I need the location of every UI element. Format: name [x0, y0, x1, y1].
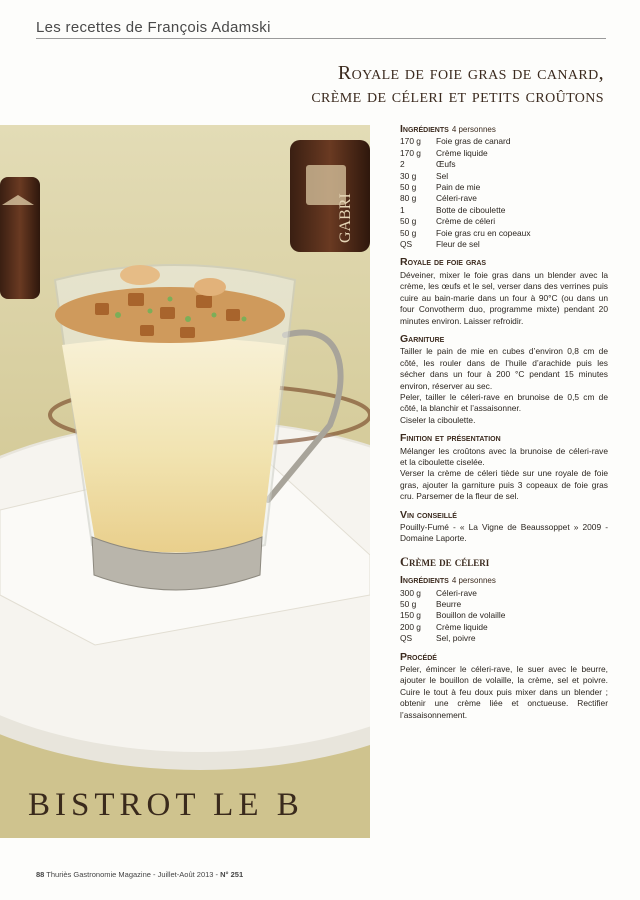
ingredient-row: 2 Œufs	[400, 159, 456, 170]
page-footer	[36, 870, 243, 879]
page-number: 88	[36, 870, 45, 879]
issue-number: N° 251	[220, 870, 244, 879]
ingredients-heading: Ingrédients 4 personnes	[400, 123, 496, 135]
magazine-name: Thuriès Gastronomie Magazine - Juillet-Août 2013 -	[46, 870, 219, 879]
ingredient-row: 170 g Crème liquide	[400, 147, 488, 158]
garniture-text-1: Tailler le pain de mie en cubes d’environ 0,8 cm de côté, les rouler dans de l’huile d’arachide puis les sécher dans un four à 200 °C pendant 15 minutes environ, réserver au sec.	[400, 346, 608, 391]
ingredient-row: 200 g Crème liquide	[400, 621, 488, 632]
recipe-title-line-2: crème de céleri et petits croûtons	[311, 85, 604, 107]
creme-ingredients-heading: Ingrédients 4 personnes	[400, 574, 496, 587]
ingredient-row: QS Sel, poivre	[400, 633, 476, 644]
ingredient-row: 150 g Bouillon de volaille	[400, 610, 506, 621]
creme-section-title: Crème de céleri	[400, 554, 490, 569]
vin-heading: Vin conseillé	[400, 508, 457, 521]
royale-text: Déveiner, mixer le foie gras dans un blender avec la crème, les œufs et le sel, verser dans des verrines puis cuire au bain-marie dans un four à 90°C (ou dans un four Convotherm duo, programme mixte) pendant 20 minutes environ. Laisser refroidir.	[400, 269, 608, 326]
garniture-text-3: Ciseler la ciboulette.	[400, 414, 476, 425]
procede-heading: Procédé	[400, 650, 437, 663]
ingredient-row: 50 g Crème de céleri	[400, 216, 496, 227]
ingredient-row: 170 g Foie gras de canard	[400, 136, 511, 147]
creme-ingredients-list	[400, 588, 608, 645]
recipe-photo	[0, 125, 370, 838]
ingredients-list	[400, 136, 608, 250]
royale-heading: Royale de foie gras	[400, 256, 487, 269]
finition-text-2: Verser la crème de céleri tiède sur une royale de foie gras, ajouter la garniture puis 3 copeaux de foie gras cru. Parsemer de la fleur de sel.	[400, 468, 608, 502]
procede-text: Peler, émincer le céleri-rave, le suer avec le beurre, ajouter le bouillon de volaille, la crème, sel et poivre. Cuire le tout à feu doux puis mixer dans un blender ; obtenir une crème liée et onctueuse. Rectifier l’assaisonnement.	[400, 664, 608, 720]
ingredient-row: 50 g Beurre	[400, 599, 462, 610]
vin-text: Pouilly-Fumé - « La Vigne de Beaussoppet » 2009 - Domaine Laporte.	[400, 522, 608, 544]
bistrot-sign: BISTROT LE B	[28, 787, 304, 823]
jar-label: GABRI	[337, 193, 354, 243]
finition-heading: Finition et présentation	[400, 432, 501, 445]
ingredient-row: 50 g Pain de mie	[400, 182, 481, 193]
recipe-column	[400, 124, 608, 721]
ingredient-row: 80 g Céleri-rave	[400, 193, 477, 204]
ingredient-row: 300 g Céleri-rave	[400, 587, 477, 598]
recipe-title-line-1: Royale de foie gras de canard,	[337, 62, 604, 84]
garniture-heading: Garniture	[400, 332, 445, 345]
header-rule	[36, 38, 606, 39]
finition-text-1: Mélanger les croûtons avec la brunoise de céleri-rave et la ciboulette ciselée.	[400, 445, 608, 467]
ingredient-row: 30 g Sel	[400, 170, 449, 181]
ingredient-row: 50 g Foie gras cru en copeaux	[400, 227, 531, 238]
garniture-text-2: Peler, tailler le céleri-rave en brunoise de 0,5 cm de côté, la blanchir et l’assaisonner.	[400, 391, 608, 414]
ingredient-row: QS Fleur de sel	[400, 239, 480, 250]
recipe-title	[311, 62, 604, 108]
series-title: Les recettes de François Adamski	[36, 19, 271, 36]
ingredient-row: 1 Botte de ciboulette	[400, 204, 506, 215]
